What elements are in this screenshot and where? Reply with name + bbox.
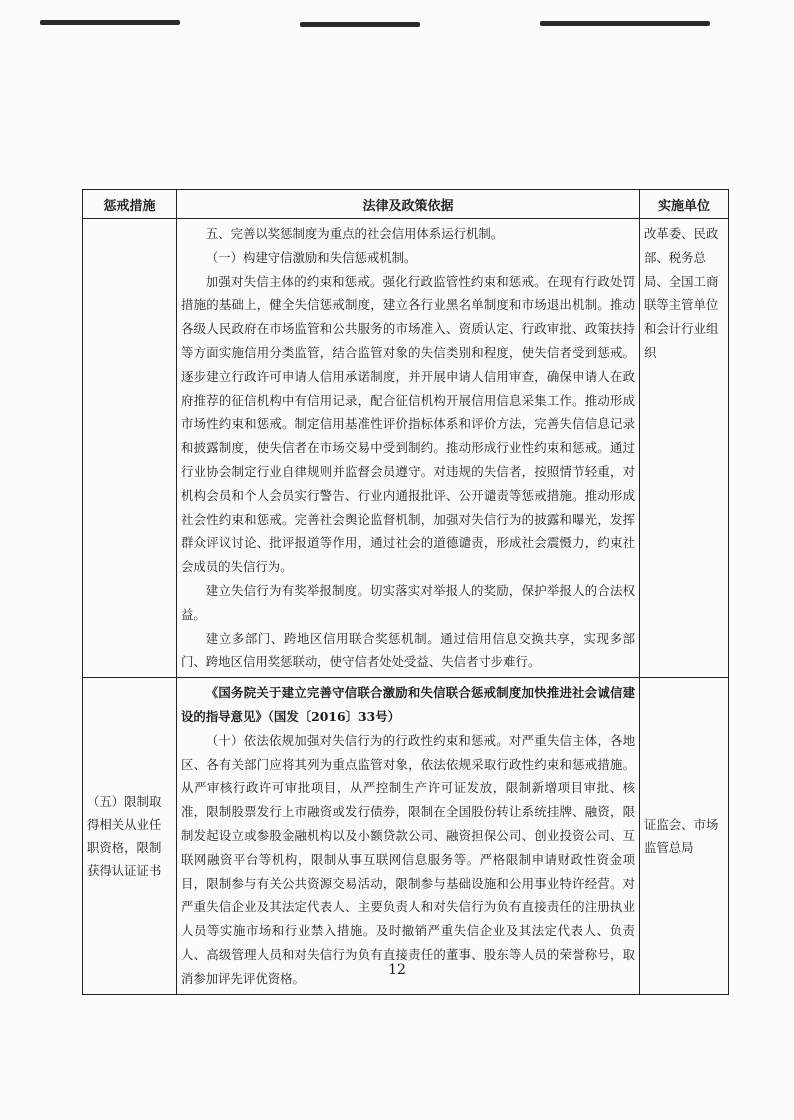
paragraph: （一）构建守信激励和失信惩戒机制。 xyxy=(205,249,417,265)
basis-cell xyxy=(177,678,640,994)
measure-cell: （五）限制取得相关从业任职资格，限制获得认证证书 xyxy=(83,678,177,994)
table-row xyxy=(83,678,729,994)
scan-artifact xyxy=(300,22,420,27)
basis-cell xyxy=(177,219,640,678)
scan-artifact xyxy=(40,20,180,25)
header-unit: 实施单位 xyxy=(640,190,729,219)
paragraph: 建立失信行为有奖举报制度。切实落实对举报人的奖励，保护举报人的合法权益。 xyxy=(181,582,635,622)
paragraph: （十）依法依规加强对失信行为的行政性约束和惩戒。对严重失信主体，各地区、各有关部门应将其列为重点监管对象，依法依规采取行政性约束和惩戒措施。从严审核行政许可审批项目，从严控制生产许可证发放，限制新增项目审批、核准，限制股票发行上市融资或发行债券，限制在全国股份转让系统挂牌、融资，限制发起设立或参股金融机构以及小额贷款公司、融资担保公司、创业投资公司、互联网融资平台等机构，限制从事互联网信息服务等。严格限制申请财政性资金项目，限制参与有关公共资源交易活动，限制参与基础设施和公用事业特许经营。对严重失信企业及其法定代表人、主要负责人和对失信行为负有直接责任的注册执业人员等实施市场和行业禁入措施。及时撤销严重失信企业及其法定代表人、负责人、高级管理人员和对失信行为负有直接责任的董事、股东等人员的荣誉称号，取消参加评先评优资格。 xyxy=(181,732,635,986)
scan-artifact xyxy=(540,21,710,26)
measure-cell xyxy=(83,219,177,678)
table-row xyxy=(83,219,729,678)
paragraph: 五、完善以奖惩制度为重点的社会信用体系运行机制。 xyxy=(205,226,504,241)
document-title: 《国务院关于建立完善守信联合激励和失信联合惩戒制度加快推进社会诚信建设的指导意见》（国发〔2016〕33号） xyxy=(181,685,635,724)
page-number: 12 xyxy=(388,962,406,978)
unit-cell: 改革委、民政部、税务总局、全国工商联等主管单位和会计行业组织 xyxy=(640,219,729,678)
header-measure: 惩戒措施 xyxy=(83,190,177,219)
paragraph: 加强对失信主体的约束和惩戒。强化行政监管性约束和惩戒。在现有行政处罚措施的基础上，健全失信惩戒制度，建立各行业黑名单制度和市场退出机制。推动各级人民政府在市场监管和公共服务的市场准入、资质认定、行政审批、政策扶持等方面实施信用分类监管，结合监管对象的失信类别和程度，使失信者受到惩戒。逐步建立行政许可申请人信用承诺制度，并开展申请人信用审查，确保申请人在政府推荐的征信机构中有信用记录，配合征信机构开展信用信息采集工作。推动形成市场性约束和惩戒。制定信用基准性评价指标体系和评价方法，完善失信信息记录和披露制度，使失信者在市场交易中受到制约。推动形成行业性约束和惩戒。通过行业协会制定行业自律规则并监督会员遵守。对违规的失信者，按照情节轻重，对机构会员和个人会员实行警告、行业内通报批评、公开谴责等惩戒措施。推动形成社会性约束和惩戒。完善社会舆论监督机制，加强对失信行为的披露和曝光，发挥群众评议讨论、批评报道等作用，通过社会的道德谴责，形成社会震慑力，约束社会成员的失信行为。 xyxy=(181,273,635,575)
paragraph: 建立多部门、跨地区信用联合奖惩机制。通过信用信息交换共享，实现多部门、跨地区信用奖惩联动，使守信者处处受益、失信者寸步难行。 xyxy=(181,630,635,670)
policy-table xyxy=(82,189,729,995)
header-basis: 法律及政策依据 xyxy=(177,190,640,219)
unit-cell: 证监会、市场监管总局 xyxy=(640,678,729,994)
table-header-row xyxy=(83,190,729,219)
